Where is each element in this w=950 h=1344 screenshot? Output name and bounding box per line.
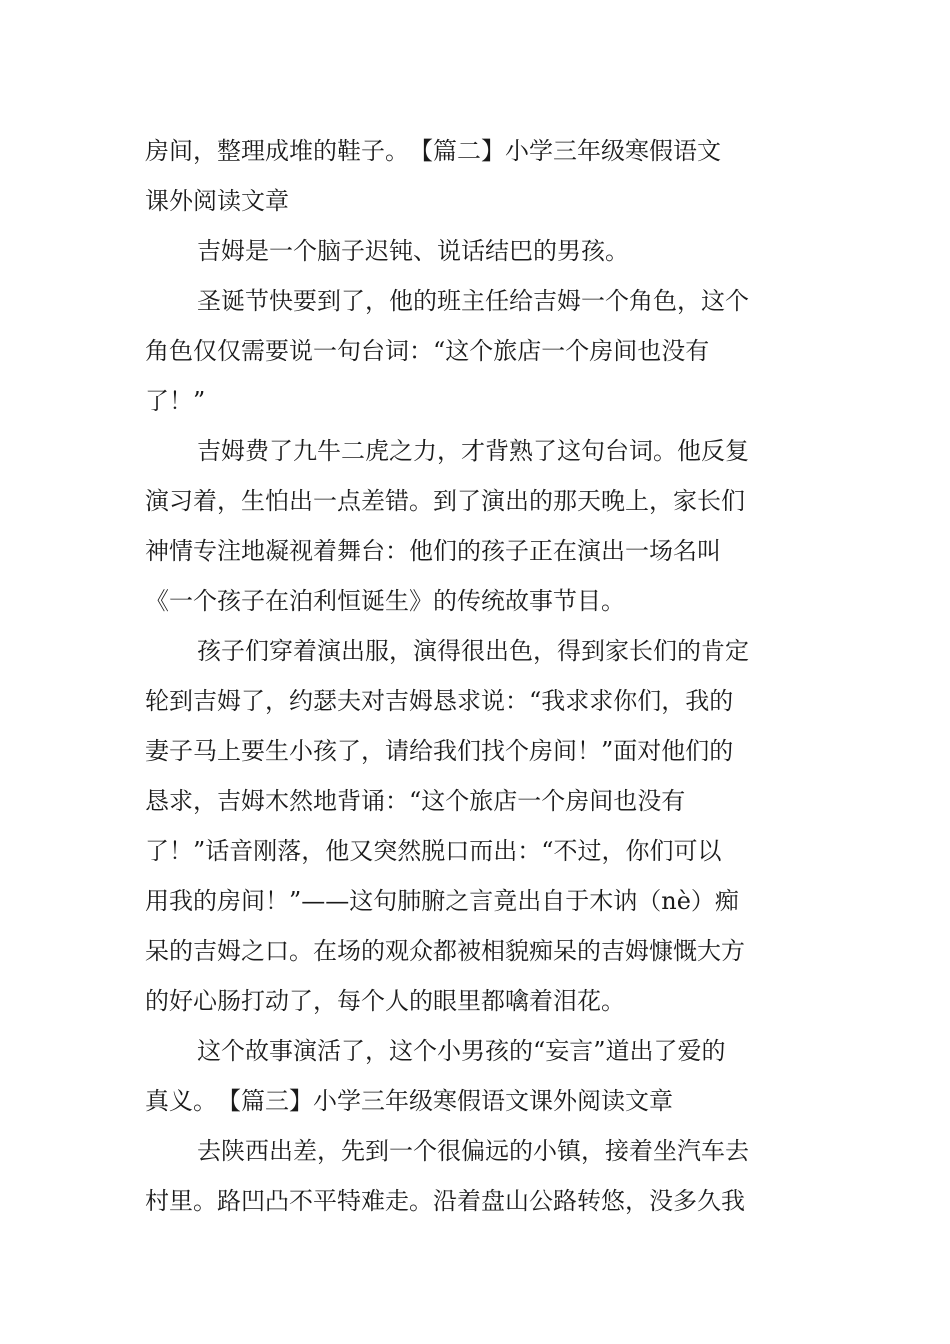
text-line: 轮到吉姆了，约瑟夫对吉姆恳求说：“我求求你们，我的 bbox=[145, 687, 734, 715]
text-line: 演习着，生怕出一点差错。到了演出的那天晚上，家长们 bbox=[145, 487, 745, 515]
article-body bbox=[145, 126, 807, 1226]
paragraph-line: 吉姆是一个脑子迟钝、说话结巴的男孩。 bbox=[197, 237, 629, 265]
text-line: 了！”话音刚落，他又突然脱口而出：“不过，你们可以 bbox=[145, 837, 722, 865]
text-line: 课外阅读文章 bbox=[145, 187, 289, 215]
text-line: 呆的吉姆之口。在场的观众都被相貌痴呆的吉姆慷慨大方 bbox=[145, 937, 745, 965]
text-line: 恳求，吉姆木然地背诵：“这个旅店一个房间也没有 bbox=[145, 787, 686, 815]
text-line: 妻子马上要生小孩了，请给我们找个房间！”面对他们的 bbox=[145, 737, 734, 765]
text-line: 《一个孩子在泊利恒诞生》的传统故事节目。 bbox=[145, 587, 625, 615]
paragraph-line: 圣诞节快要到了，他的班主任给吉姆一个角色，这个 bbox=[197, 287, 749, 315]
text-line: 房间，整理成堆的鞋子。 【篇二】小学三年级寒假语文 bbox=[145, 137, 721, 165]
text-line: 的好心肠打动了，每个人的眼里都噙着泪花。 bbox=[145, 987, 625, 1015]
text-line: 神情专注地凝视着舞台：他们的孩子正在演出一场名叫 bbox=[145, 537, 721, 565]
text-line: 真义。 【篇三】小学三年级寒假语文课外阅读文章 bbox=[145, 1087, 673, 1115]
paragraph-line: 孩子们穿着演出服，演得很出色，得到家长们的肯定 bbox=[197, 637, 749, 665]
text-line: 了！” bbox=[145, 387, 206, 415]
text-line: 村里。路凹凸不平特难走。沿着盘山公路转悠，没多久我 bbox=[145, 1187, 745, 1215]
paragraph-line: 去陕西出差，先到一个很偏远的小镇，接着坐汽车去 bbox=[197, 1137, 749, 1165]
paragraph-line: 吉姆费了九牛二虎之力，才背熟了这句台词。他反复 bbox=[197, 437, 749, 465]
paragraph-line: 这个故事演活了，这个小男孩的“妄言”道出了爱的 bbox=[197, 1037, 726, 1065]
text-line: 角色仅仅需要说一句台词：“这个旅店一个房间也没有 bbox=[145, 337, 710, 365]
text-line: 用我的房间！”——这句肺腑之言竟出自于木讷（nè）痴 bbox=[145, 887, 739, 915]
